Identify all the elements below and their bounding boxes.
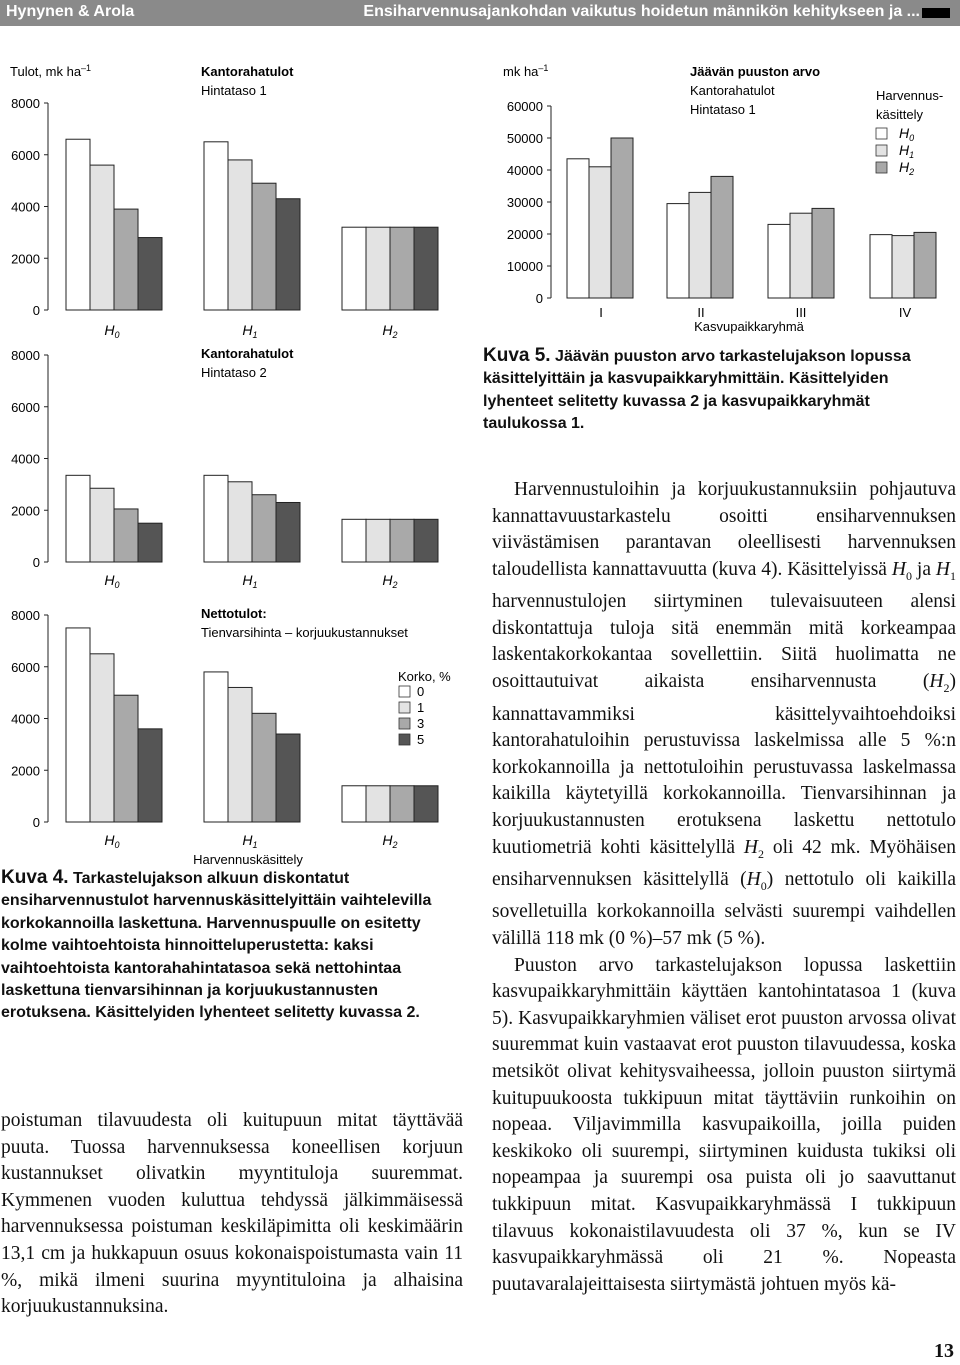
right-column-text <box>492 477 956 1298</box>
category-label: $H_1$ <box>242 572 258 590</box>
fig5-subtitle-2: Hintataso 1 <box>690 102 756 117</box>
y-tick-label: 20000 <box>506 227 543 242</box>
legend-swatch-5 <box>399 734 410 745</box>
bar <box>414 227 438 310</box>
paragraph: poistuman tilavuudesta oli kuitupuun mitat täyttävää puuta. Tuossa harvennuksessa koneellisen korjuun kustannukset olivatkin myyntituloja suuremmat. Kymmenen vuoden kuluttua tehdyssä jälkimmäisessä harvennuksessa poistuman keskiläpimitta oli keskimäärin 13,1 cm ja hukkapuun osuus kokonaispoistumasta vain 11 %, mikä ilmeni suurina myyntituloina ja alhaisina korjuukustannuksina. <box>1 1110 463 1318</box>
bar <box>790 213 812 298</box>
bar <box>252 183 276 310</box>
bar <box>414 786 438 822</box>
bar <box>768 224 790 298</box>
y-tick-label: 50000 <box>506 131 543 146</box>
bar <box>567 159 589 298</box>
fig4-panel3-categories <box>104 832 397 850</box>
y-tick-label: 2000 <box>11 763 40 779</box>
legend-swatch-h2 <box>876 162 887 173</box>
legend-label-h1: $H_1$ <box>899 142 915 160</box>
y-tick-label: 8000 <box>11 96 40 111</box>
page-number: 13 <box>934 1340 954 1362</box>
bar <box>114 509 138 562</box>
fig4-panel1-subtitle: Hintataso 1 <box>201 83 267 98</box>
fig4-axis-label: Tulot, mk $ha^{-1}$ <box>10 63 92 79</box>
bar <box>252 713 276 822</box>
fig5-chart <box>507 99 936 320</box>
running-header-title: Ensiharvennusajankohdan vaikutus hoidetun männikön kehitykseen ja ... <box>363 3 920 20</box>
bar <box>611 138 633 298</box>
category-label: $H_2$ <box>382 572 398 590</box>
paragraph-1: Harvennustuloihin ja korjuukustannuksiin pohjautuva kannattavuustarkastelu osoitti ensiharvennuksen viivästämisen parantavan oleellisesti harvennuksen taloudellista kannattavuutta (kuva 4). Käsittelyissä $H_0$ ja $H_1$ harvennustulojen siirtyminen tulevaisuuteen alensi diskontattuja tuloja sitä enemmän mitä korkeampaa laskentakorkokantaa sovellettiin. Siitä huolimatta ne osoittautuivat aikaista ensiharvennusta $(H_2)$ kannattavammiksi käsittelyvaihtoehdoiksi kantorahatuloihin perustuvissa laskelmissa alle 5 %:n korkokannoilla ja nettotuloihin perustuvassa laskelmassa kaikilla käytetyillä korkokannoilla. Tienvarsihinnan ja korjuukustannusten erotuksena laskettu nettotulo kuutiometriä kohti käsittelyllä $H_2$ oli 42 mk. Myöhäisen ensiharvennuksen käsittelyllä $(H_0)$ nettotulo oli kaikilla sovelletuilla korkokannoilla selvästi suurempi vaihdellen välillä 118 mk (0 %)–57 mk (5 %). <box>492 479 957 950</box>
fig4-panel3-subtitle: Tienvarsihinta – korjuukustannukset <box>201 625 408 640</box>
y-tick-label: 4000 <box>11 711 40 727</box>
category-label: III <box>795 305 807 320</box>
bar <box>90 165 114 310</box>
y-tick-label: 0 <box>32 815 40 830</box>
category-label: II <box>697 305 705 320</box>
bar <box>914 232 936 298</box>
bar <box>90 488 114 562</box>
y-tick-label: 8000 <box>11 608 40 623</box>
bar <box>870 235 892 298</box>
y-tick-label: 60000 <box>506 99 543 114</box>
legend-title-2: käsittely <box>876 107 923 122</box>
fig5-title: Jäävän puuston arvo <box>690 64 821 79</box>
bar <box>204 672 228 822</box>
legend-title: Harvennus- <box>876 88 944 103</box>
bar <box>342 519 366 562</box>
bar <box>390 786 414 822</box>
legend-swatch-1 <box>399 702 410 713</box>
y-tick-label: 4000 <box>11 199 40 215</box>
figure-5 <box>495 40 955 340</box>
bar <box>366 519 390 562</box>
bar <box>276 502 300 562</box>
running-header-authors: Hynynen & Arola <box>6 3 135 20</box>
fig5-subtitle-1: Kantorahatulot <box>690 83 775 98</box>
bar <box>66 475 90 562</box>
bar <box>342 227 366 310</box>
left-column-text <box>1 1108 463 1321</box>
y-tick-label: 6000 <box>11 399 40 415</box>
legend-swatch-0 <box>399 686 410 697</box>
bar <box>276 199 300 310</box>
legend-label-h0: $H_0$ <box>899 125 915 143</box>
y-tick-label: 40000 <box>506 163 543 178</box>
bar <box>689 192 711 298</box>
fig5-legend <box>876 88 943 177</box>
header-mark <box>922 8 950 18</box>
fig4-panel1-chart <box>11 96 438 318</box>
bar <box>252 495 276 562</box>
legend-title: Korko, % <box>398 669 451 684</box>
kuva5-caption <box>483 345 956 436</box>
category-label: $H_2$ <box>382 322 398 340</box>
bar <box>812 208 834 298</box>
kuva5-caption-text: Jäävän puuston arvo tarkastelujakson lopussa käsittelyittäin ja kasvupaikkaryhmittäin. Käsittelyiden lyhenteet selitetty kuvassa 2 ja kasvupaikkaryhmät taulukossa 1. <box>483 348 911 433</box>
fig4-panel2-subtitle: Hintataso 2 <box>201 365 267 380</box>
fig4-panel3-chart <box>11 608 438 830</box>
bar <box>366 227 390 310</box>
fig4-x-axis-label: Harvennuskäsittely <box>193 852 303 867</box>
y-tick-label: 2000 <box>11 503 40 519</box>
bar <box>589 167 611 298</box>
bar <box>90 654 114 822</box>
kuva4-caption <box>1 867 463 1025</box>
category-label: $H_1$ <box>242 832 258 850</box>
legend-swatch-h0 <box>876 128 887 139</box>
bar <box>138 729 162 822</box>
fig4-legend <box>398 669 451 747</box>
y-tick-label: 6000 <box>11 659 40 675</box>
bar <box>228 482 252 562</box>
category-label: $H_0$ <box>104 322 120 340</box>
bar <box>667 204 689 298</box>
category-label: $H_2$ <box>382 832 398 850</box>
fig4-panel2-chart <box>11 348 438 570</box>
figure-4 <box>0 40 470 880</box>
y-tick-label: 0 <box>535 291 543 306</box>
bar <box>114 209 138 310</box>
fig4-panel2-categories <box>104 572 397 590</box>
kuva4-caption-label: Kuva 4. <box>1 867 69 888</box>
fig4-panel1-title: Kantorahatulot <box>201 64 294 79</box>
category-label: I <box>599 305 603 320</box>
bar <box>892 236 914 298</box>
bar <box>138 523 162 562</box>
fig4-panel2-title: Kantorahatulot <box>201 346 294 361</box>
category-label: $H_1$ <box>242 322 258 340</box>
fig5-axis-label: mk $ha^{-1}$ <box>503 63 549 79</box>
y-tick-label: 10000 <box>506 259 543 274</box>
legend-swatch-3 <box>399 718 410 729</box>
y-tick-label: 8000 <box>11 348 40 363</box>
bar <box>228 160 252 310</box>
kuva4-caption-text: Tarkastelujakson alkuun diskontatut ensiharvennustulot harvennuskäsittelyittäin vaihtelevilla korkokannoilla laskettuna. Harvennuspuulle on esitetty kolme vaihtoehtoista hinnoitteluperustetta: kaksi vaihtoehtoista kantorahahintatasoa sekä nettohintaa laskettuna tienvarsihinnan ja korjuukustannusten erotuksena. Käsittelyiden lyhenteet selitetty kuvassa 2. <box>1 870 432 1022</box>
legend-swatch-h1 <box>876 145 887 156</box>
legend-label-h2: $H_2$ <box>899 159 915 177</box>
y-tick-label: 30000 <box>506 195 543 210</box>
bar <box>414 519 438 562</box>
y-tick-label: 0 <box>32 303 40 318</box>
bar <box>66 628 90 822</box>
bar <box>390 227 414 310</box>
bar <box>276 734 300 822</box>
bar <box>228 687 252 822</box>
bar <box>204 475 228 562</box>
category-label: $H_0$ <box>104 832 120 850</box>
legend-label-3: 3 <box>417 716 425 731</box>
bar <box>114 695 138 822</box>
bar <box>342 786 366 822</box>
y-tick-label: 0 <box>32 555 40 570</box>
paragraph-2: Puuston arvo tarkastelujakson lopussa laskettiin kasvupaikkaryhmittäin käyttäen kantohintatasoa 1 (kuva 5). Kasvupaikkaryhmien väliset erot puuston arvossa olivat suuremmat kuin vastaavat erot puuston tilavuudessa, koska metsiköt olivat kehitysvaiheessa, jolloin puuston siirtymä kuitupuukoosta tukkipuun mitat täyttäviin runkoihin on nopeaa. Viljavimmilla kasvupaikoilla, joilla puiden keskikoko oli suurempi, siirtyminen kuidusta tukiksi oli nopeampaa ja suurempi osa puista oli jo saavuttanut tukkipuun mitat. Kasvupaikkaryhmässä I tukkipuun tilavuus kokonaistilavuudesta oli 37 %, kun se IV kasvupaikkaryhmässä oli 21 %. Nopeasta puutavaralajeittaisesta siirtymästä johtuen myös kä- <box>492 954 956 1295</box>
category-label: IV <box>898 305 912 320</box>
fig5-x-axis-label: Kasvupaikkaryhmä <box>694 319 804 334</box>
legend-label-0: 0 <box>417 684 425 699</box>
fig4-panel3-title: Nettotulot: <box>201 606 267 621</box>
bar <box>138 238 162 310</box>
fig4-panel1-categories <box>104 322 397 340</box>
bar <box>390 519 414 562</box>
y-tick-label: 4000 <box>11 451 40 467</box>
running-header <box>0 0 960 26</box>
bar <box>711 176 733 298</box>
bar <box>66 139 90 310</box>
y-tick-label: 6000 <box>11 147 40 163</box>
legend-label-1: 1 <box>417 700 425 715</box>
bar <box>366 786 390 822</box>
kuva5-caption-label: Kuva 5. <box>483 345 551 366</box>
y-tick-label: 2000 <box>11 251 40 267</box>
category-label: $H_0$ <box>104 572 120 590</box>
bar <box>204 142 228 310</box>
legend-label-5: 5 <box>417 732 425 747</box>
